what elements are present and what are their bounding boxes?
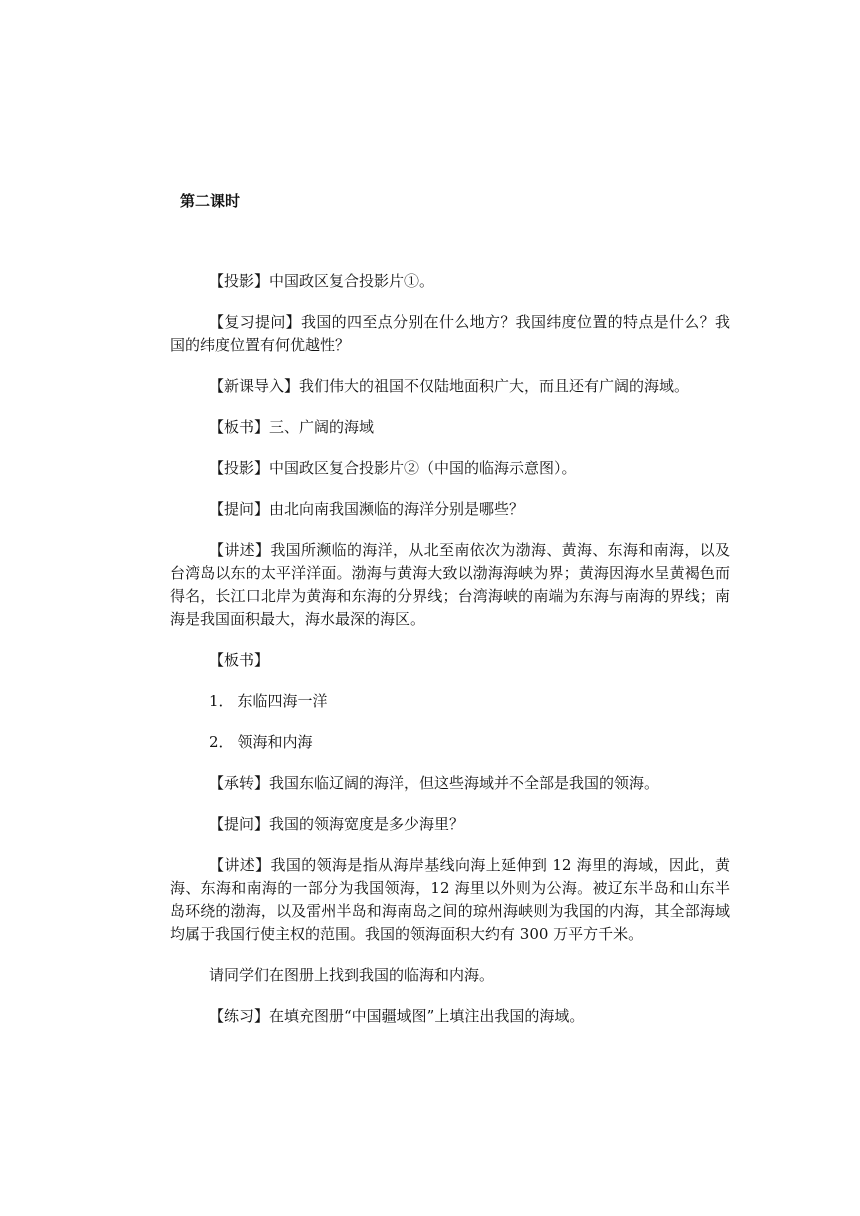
paragraph-label: 【板书】: [209, 651, 270, 669]
list-item-number: 1．: [209, 692, 234, 710]
paragraph-label: 【投影】: [209, 272, 270, 290]
paragraph-label: 【提问】: [209, 815, 270, 833]
paragraph-label: 【复习提问】: [209, 313, 301, 331]
paragraph-text: 由北向南我国濒临的海洋分别是哪些？: [269, 500, 525, 518]
paragraph-review-question: [170, 311, 730, 357]
paragraph-label: 【板书】: [209, 418, 270, 436]
paragraph-exercise: [170, 1005, 730, 1028]
list-item-number: 2．: [209, 733, 234, 751]
paragraph-student-task: [170, 964, 730, 987]
list-item-text: 领海和内海: [237, 733, 313, 751]
paragraph-text: 中国政区复合投影片②（中国的临海示意图）。: [269, 459, 577, 477]
paragraph-label: 【讲述】: [209, 541, 271, 559]
paragraph-text: 中国政区复合投影片①。: [269, 272, 435, 290]
paragraph-explanation-1: [170, 539, 730, 631]
document-body: [170, 270, 730, 1046]
paragraph-projection-2: [170, 457, 730, 480]
paragraph-text: 我国所濒临的海洋，从北至南依次为渤海、黄海、东海和南海，以及台湾岛以东的太平洋洋面。渤海与黄海大致以渤海海峡为界；黄海因海水呈黄褐色而得名，长江口北岸为黄海和东海的分界线；台湾海峡的南端为东海与南海的界线；南海是我国面积最大，海水最深的海区。: [170, 541, 730, 628]
paragraph-transition: [170, 772, 730, 795]
paragraph-new-lesson-intro: [170, 375, 730, 398]
page-title: 第二课时: [180, 192, 241, 210]
paragraph-label: 【讲述】: [209, 856, 271, 874]
paragraph-text: 三、广阔的海域: [269, 418, 375, 436]
paragraph-label: 【投影】: [209, 459, 270, 477]
paragraph-text: 我们伟大的祖国不仅陆地面积广大，而且还有广阔的海域。: [299, 377, 690, 395]
paragraph-question-2: [170, 813, 730, 836]
list-item-text: 东临四海一洋: [237, 692, 328, 710]
paragraph-text: 我国东临辽阔的海洋，但这些海域并不全部是我国的领海。: [269, 774, 660, 792]
paragraph-text: 请同学们在图册上找到我国的临海和内海。: [209, 966, 495, 984]
paragraph-text: 我国的领海宽度是多少海里？: [269, 815, 465, 833]
list-item-2: [170, 731, 730, 754]
paragraph-text: 在填充图册“中国疆域图”上填注出我国的海域。: [269, 1007, 585, 1025]
paragraph-label: 【提问】: [209, 500, 270, 518]
paragraph-text: 我国的四至点分别在什么地方？我国纬度位置的特点是什么？我国的纬度位置有何优越性？: [170, 313, 730, 354]
paragraph-board-writing-2: [170, 649, 730, 672]
paragraph-explanation-2: [170, 854, 730, 946]
list-item-1: [170, 690, 730, 713]
paragraph-text: 我国的领海是指从海岸基线向海上延伸到 12 海里的海域，因此，黄海、东海和南海的一部分为我国领海，12 海里以外则为公海。被辽东半岛和山东半岛环绕的渤海，以及雷州半岛和海南岛之间的琼州海峡则为我国的内海，其全部海域均属于我国行使主权的范围。我国的领海面积大约有 300 万平方千米。: [170, 856, 730, 943]
paragraph-label: 【承转】: [209, 774, 270, 792]
paragraph-label: 【练习】: [209, 1007, 270, 1025]
paragraph-board-writing-1: [170, 416, 730, 439]
paragraph-question-1: [170, 498, 730, 521]
paragraph-label: 【新课导入】: [209, 377, 300, 395]
paragraph-projection-1: [170, 270, 730, 293]
